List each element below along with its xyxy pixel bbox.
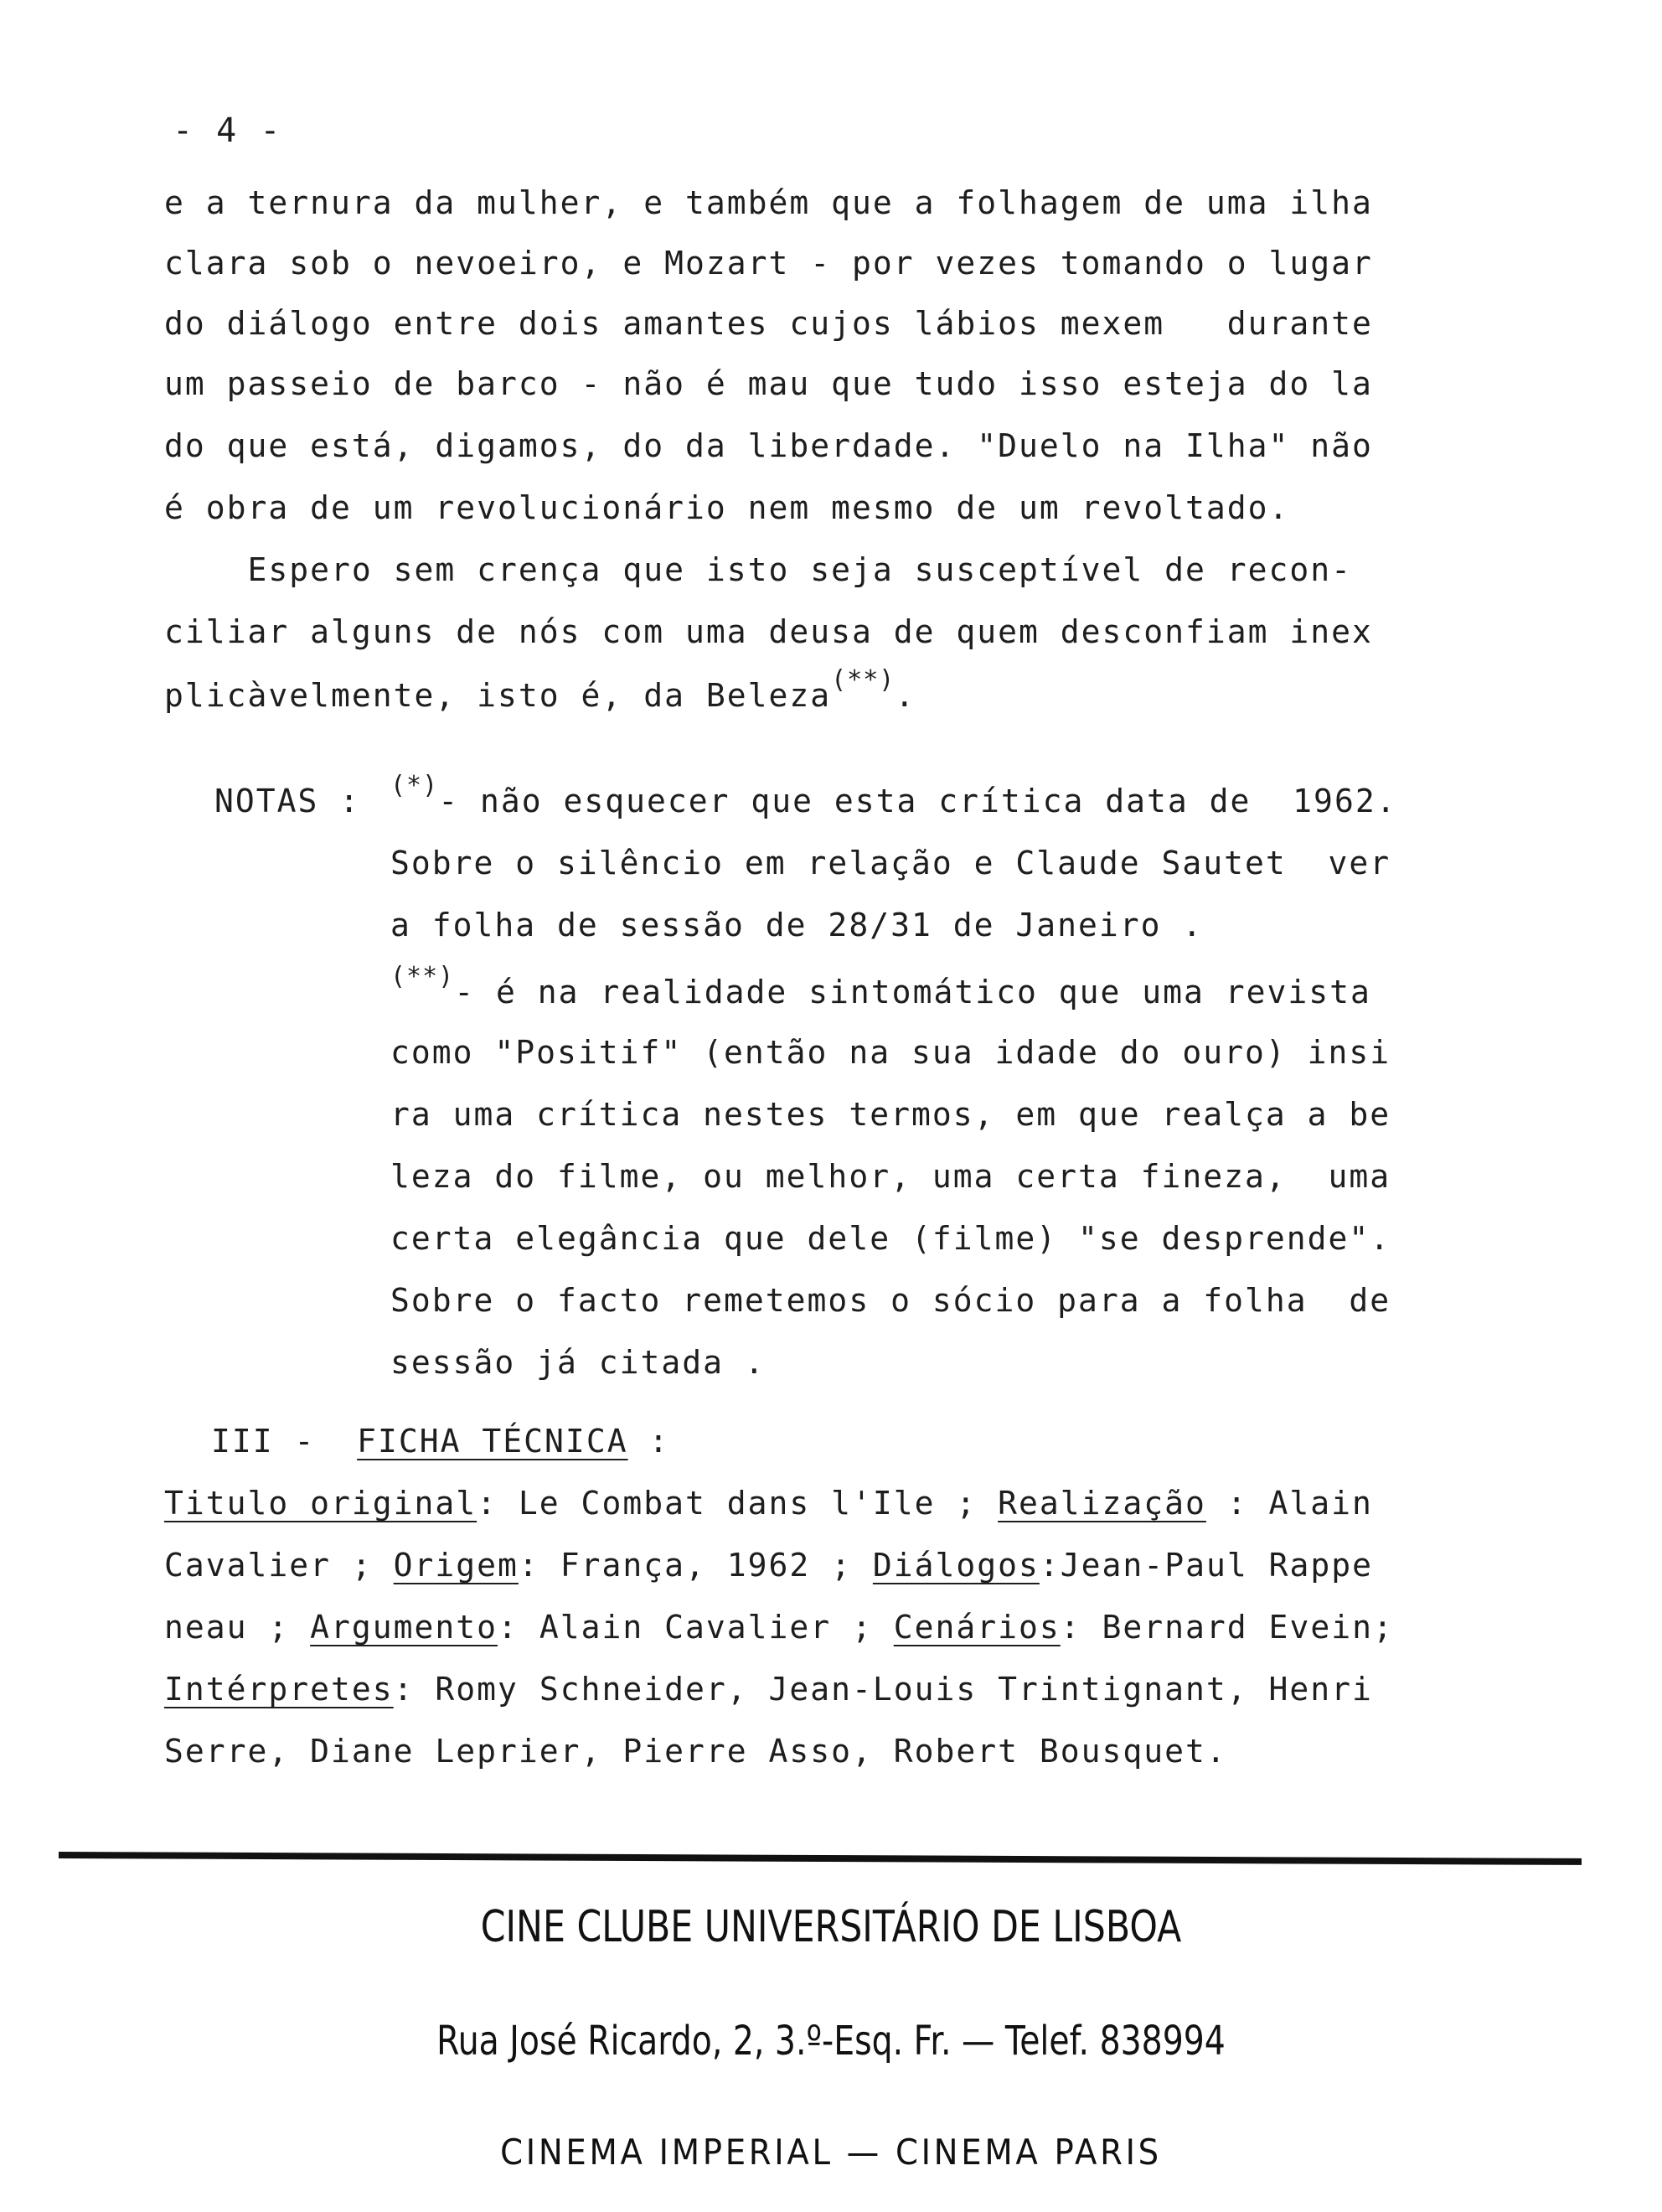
credits-line <box>164 1669 1373 1709</box>
section-number: III - <box>211 1423 316 1460</box>
note-line: leza do filme, ou melhor, uma certa fineza, uma <box>390 1158 1391 1195</box>
credits-line <box>164 1483 1373 1523</box>
credit-value: :Jean-Paul Rappe <box>1039 1547 1373 1584</box>
section-title: FICHA TÉCNICA <box>357 1423 628 1460</box>
credits-line <box>164 1545 1373 1585</box>
footer-divider <box>59 1852 1582 1865</box>
credits-line <box>164 1607 1394 1647</box>
note-line: sessão já citada . <box>390 1344 766 1381</box>
body-line: um passeio de barco - não é mau que tudo isso esteja do la <box>164 365 1373 402</box>
body-line: e a ternura da mulher, e também que a folhagem de uma ilha <box>164 184 1373 221</box>
credit-value: Cavalier ; <box>164 1547 394 1584</box>
note-line: ra uma crítica nestes termos, em que realça a be <box>390 1096 1391 1133</box>
note-1-first-line <box>390 771 1397 821</box>
credit-key-direction: Realização <box>998 1485 1206 1522</box>
note-marker: (*) <box>390 771 439 800</box>
body-line: Espero sem crença que isto seja susceptível de recon- <box>164 551 1353 588</box>
body-line: do diálogo entre dois amantes cujos lábios mexem durante <box>164 305 1373 342</box>
credit-key-original-title: Titulo original <box>164 1485 477 1522</box>
body-line: plicàvelmente, isto é, da Beleza <box>164 677 832 714</box>
note-text: - é na realidade sintomático que uma revista <box>454 974 1371 1010</box>
footnote-reference: (**) <box>831 665 896 695</box>
note-line: certa elegância que dele (filme) "se desprende". <box>390 1220 1391 1257</box>
credit-value: : França, 1962 ; <box>518 1547 873 1584</box>
footer-address: Rua José Ricardo, 2, 3.º-Esq. Fr. — Telef. 838994 <box>436 2018 1226 2065</box>
sentence-end: . <box>895 677 916 714</box>
credit-value: : Bernard Evein; <box>1060 1609 1394 1646</box>
footer-organization: CINE CLUBE UNIVERSITÁRIO DE LISBOA <box>480 1902 1182 1952</box>
credit-value: : Alain Cavalier ; <box>498 1609 894 1646</box>
note-line: como "Positif" (então na sua idade do ouro) insi <box>390 1034 1391 1071</box>
note-line: Sobre o facto remetemos o sócio para a folha de <box>390 1282 1391 1319</box>
note-2-first-line <box>390 962 1371 1012</box>
credit-key-screenplay: Argumento <box>310 1609 498 1646</box>
footer-venues: CINEMA IMPERIAL — CINEMA PARIS <box>500 2132 1162 2173</box>
credit-key-cast: Intérpretes <box>164 1671 394 1708</box>
credit-key-origin: Origem <box>393 1547 519 1584</box>
note-line: a folha de sessão de 28/31 de Janeiro . <box>390 907 1204 943</box>
body-line: clara sob o nevoeiro, e Mozart - por vezes tomando o lugar <box>164 245 1373 282</box>
body-line: do que está, digamos, do da liberdade. "Duelo na Ilha" não <box>164 427 1373 464</box>
section-colon: : <box>627 1423 670 1460</box>
credit-value: : Alain <box>1205 1485 1373 1522</box>
credit-value: : Romy Schneider, Jean-Louis Trintignant, Henri <box>393 1671 1373 1708</box>
note-line: Sobre o silêncio em relação e Claude Sautet ver <box>390 845 1391 881</box>
page-number: - 4 - <box>173 111 282 150</box>
credit-key-dialogues: Diálogos <box>872 1547 1040 1584</box>
credit-value: neau ; <box>164 1609 311 1646</box>
notes-label: NOTAS : <box>214 783 361 819</box>
body-line: é obra de um revolucionário nem mesmo de um revoltado. <box>164 489 1290 526</box>
credit-key-sets: Cenários <box>893 1609 1061 1646</box>
credits-line: Serre, Diane Leprier, Pierre Asso, Robert Bousquet. <box>164 1733 1227 1770</box>
credit-value: : Le Combat dans l'Ile ; <box>477 1485 999 1522</box>
section-heading <box>211 1421 669 1461</box>
body-line-with-reference <box>164 665 916 716</box>
note-marker: (**) <box>390 962 455 991</box>
body-line: ciliar alguns de nós com uma deusa de quem desconfiam inex <box>164 613 1373 650</box>
note-text: - não esquecer que esta crítica data de 1962. <box>438 783 1397 819</box>
